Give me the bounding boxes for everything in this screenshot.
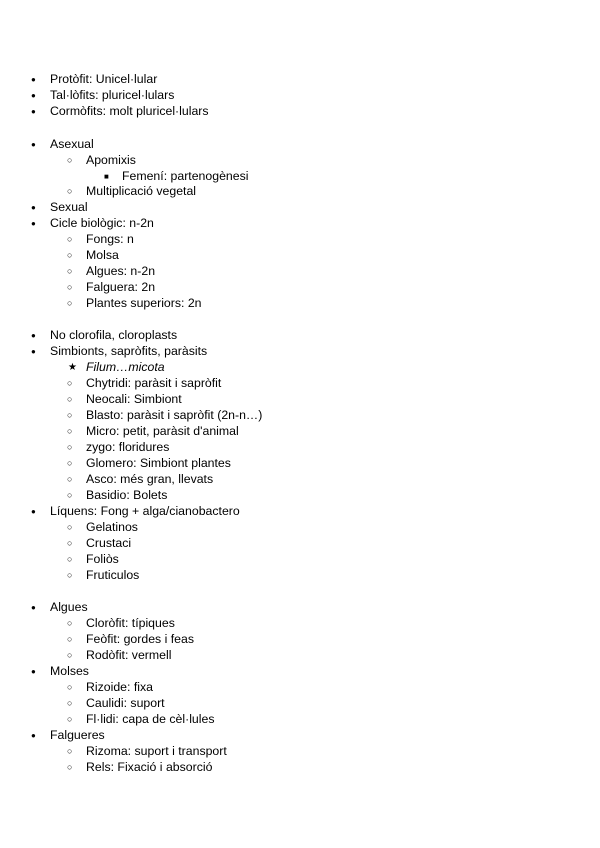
bullet-circle-icon	[67, 279, 72, 295]
bullet-disc-icon	[31, 327, 36, 344]
list-item-text: Rizoide: fixa	[86, 680, 153, 694]
bullet-circle-icon	[67, 535, 72, 551]
list-item-text: Algues: n-2n	[86, 264, 156, 278]
bullet-disc-icon	[31, 599, 36, 616]
list-item-text: Glomero: Simbiont plantes	[86, 456, 231, 470]
bullet-circle-icon	[67, 711, 72, 727]
bullet-circle-icon	[67, 487, 72, 503]
list-item-text: Chytridi: paràsit i sapròfit	[86, 376, 222, 390]
bullet-circle-icon	[67, 647, 72, 663]
list-item-text: Asexual	[50, 137, 94, 151]
list-item-text: Micro: petit, paràsit d'animal	[86, 424, 239, 438]
list-item-text: Molsa	[86, 248, 119, 262]
bullet-disc-icon	[31, 727, 36, 744]
list-item-text: Feòfit: gordes i feas	[86, 632, 194, 646]
bullet-disc-icon	[31, 136, 36, 153]
list-item-text: Molses	[50, 664, 89, 678]
list-item-text: zygo: floridures	[86, 440, 170, 454]
list-item-text: Rizoma: suport i transport	[86, 744, 227, 758]
list-item-text: Crustaci	[86, 536, 132, 550]
list-item-text: Falguera: 2n	[86, 280, 156, 294]
bullet-circle-icon	[67, 615, 72, 631]
bullet-circle-icon	[67, 519, 72, 535]
list-item-text: Filum…micota	[86, 360, 165, 374]
list-item-text: Sexual	[50, 200, 88, 214]
list-item-text: Gelatinos	[86, 520, 138, 534]
bullet-circle-icon	[67, 263, 72, 279]
bullet-circle-icon	[67, 231, 72, 247]
list-item-text: Neocali: Simbiont	[86, 392, 182, 406]
list-item-text: Plantes superiors: 2n	[86, 296, 202, 310]
list-item-text: Rels: Fixació i absorció	[86, 760, 213, 774]
list-item-text: Asco: més gran, llevats	[86, 472, 214, 486]
list-item-text: Caulidi: suport	[86, 696, 165, 710]
bullet-circle-icon	[67, 152, 72, 168]
list-item-text: Cormòfits: molt pluricel·lulars	[50, 104, 209, 118]
list-item-text: No clorofila, cloroplasts	[50, 328, 178, 342]
bullet-circle-icon	[67, 631, 72, 647]
list-item-text: Falgueres	[50, 728, 105, 742]
list-item-text: Fl·lidi: capa de cèl·lules	[86, 712, 215, 726]
bullet-disc-icon	[31, 87, 36, 104]
list-item-text: Rodòfit: vermell	[86, 648, 172, 662]
list-item-text: Basidio: Bolets	[86, 488, 168, 502]
bullet-circle-icon	[67, 439, 72, 455]
list-item-text: Foliòs	[86, 552, 119, 566]
bullet-circle-icon	[67, 407, 72, 423]
bullet-circle-icon	[67, 567, 72, 583]
bullet-circle-icon	[67, 455, 72, 471]
bullet-circle-icon	[67, 471, 72, 487]
bullet-circle-icon	[67, 183, 72, 199]
list-item-text: Femení: partenogènesi	[122, 169, 249, 183]
list-item-text: Protòfit: Unicel·lular	[50, 72, 158, 86]
bullet-star-icon	[68, 359, 77, 376]
bullet-disc-icon	[31, 199, 36, 216]
list-item-text: Líquens: Fong + alga/cianobactero	[50, 504, 240, 518]
bullet-disc-icon	[31, 71, 36, 88]
list-item-text: Simbionts, sapròfits, paràsits	[50, 344, 208, 358]
bullet-circle-icon	[67, 695, 72, 711]
bullet-circle-icon	[67, 295, 72, 311]
bullet-circle-icon	[67, 391, 72, 407]
bullet-circle-icon	[67, 423, 72, 439]
bullet-circle-icon	[67, 375, 72, 391]
list-item-text: Multiplicació vegetal	[86, 184, 197, 198]
list-item-text: Cloròfit: típiques	[86, 616, 175, 630]
bullet-disc-icon	[31, 215, 36, 232]
list-item-text: Blasto: paràsit i sapròfit (2n-n…)	[86, 408, 263, 422]
bullet-circle-icon	[67, 247, 72, 263]
bullet-circle-icon	[67, 759, 72, 775]
list-item-text: Algues	[50, 600, 88, 614]
bullet-disc-icon	[31, 103, 36, 120]
bullet-circle-icon	[67, 679, 72, 695]
bullet-circle-icon	[67, 743, 72, 759]
bullet-circle-icon	[67, 551, 72, 567]
list-item-text: Apomixis	[86, 153, 136, 167]
bullet-disc-icon	[31, 343, 36, 360]
bullet-disc-icon	[31, 503, 36, 520]
bullet-disc-icon	[31, 663, 36, 680]
list-item-text: Fongs: n	[86, 232, 134, 246]
list-item-text: Tal·lòfits: pluricel·lulars	[50, 88, 175, 102]
list-item-text: Cicle biològic: n-2n	[50, 216, 154, 230]
list-item-text: Fruticulos	[86, 568, 140, 582]
